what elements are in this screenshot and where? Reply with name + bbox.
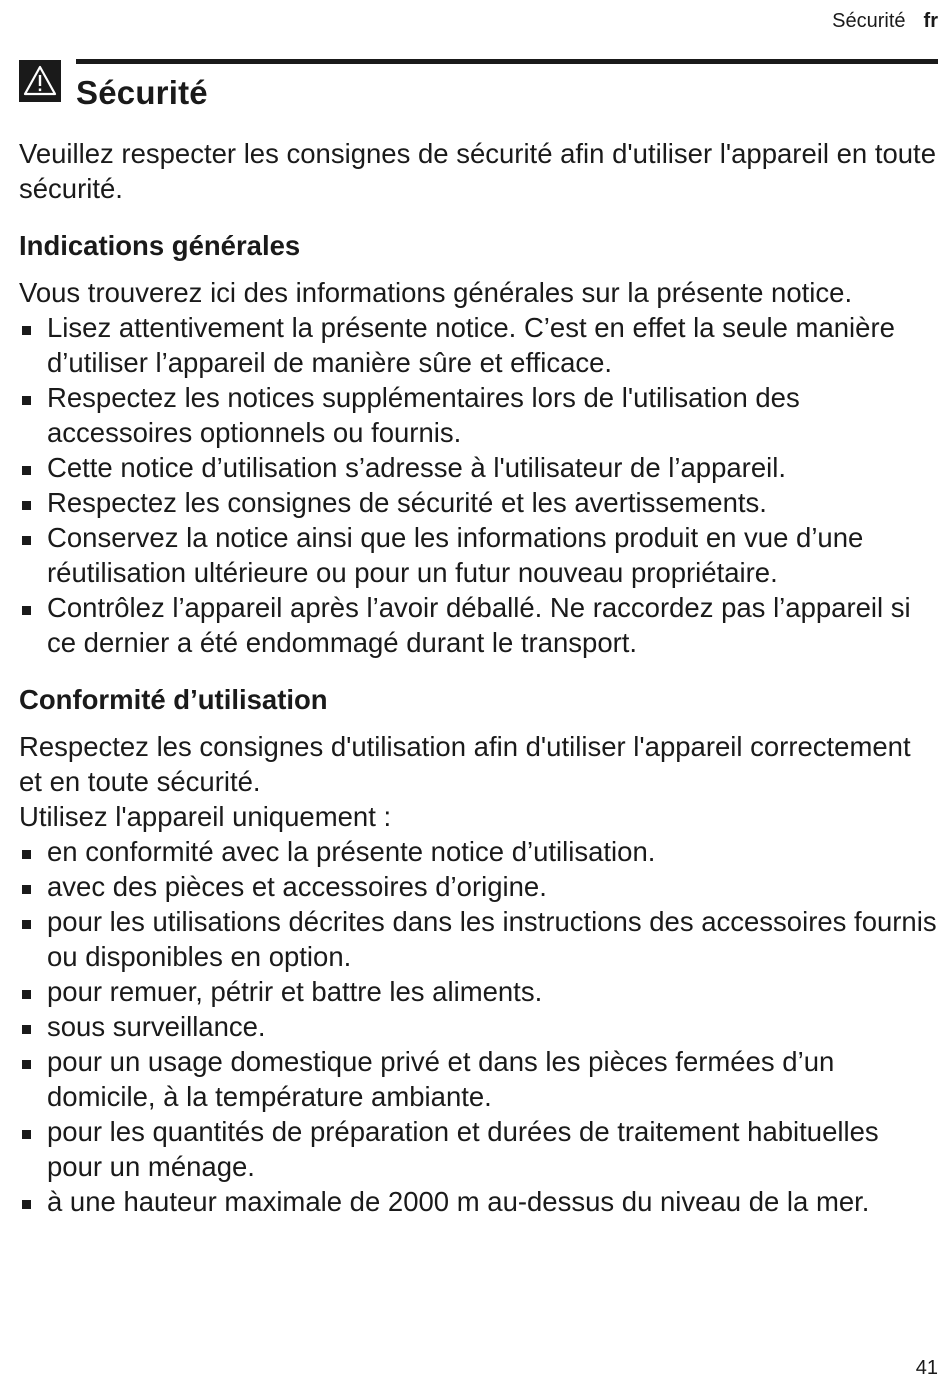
list-item: avec des pièces et accessoires d’origine. bbox=[19, 869, 937, 904]
list-item: sous surveillance. bbox=[19, 1009, 937, 1044]
list-item: pour un usage domestique privé et dans les pièces fermées d’un domicile, à la température ambiante. bbox=[19, 1044, 937, 1114]
intro-paragraph: Veuillez respecter les consignes de sécurité afin d'utiliser l'appareil en toute sécurité. bbox=[19, 138, 936, 204]
list-item: Contrôlez l’appareil après l’avoir déballé. Ne raccordez pas l’appareil si ce dernier a été endommagé durant le transport. bbox=[19, 590, 937, 660]
list-item: pour remuer, pétrir et battre les aliments. bbox=[19, 974, 937, 1009]
content bbox=[19, 136, 937, 1219]
title-rule bbox=[76, 59, 938, 64]
running-head bbox=[832, 10, 938, 33]
page-number: 41 bbox=[915, 1357, 938, 1379]
general-list bbox=[19, 310, 937, 660]
list-item: à une hauteur maximale de 2000 m au-dessus du niveau de la mer. bbox=[19, 1184, 937, 1219]
conformity-list bbox=[19, 834, 937, 1219]
running-head-language: fr bbox=[923, 10, 938, 32]
list-item: pour les quantités de préparation et durées de traitement habituelles pour un ménage. bbox=[19, 1114, 937, 1184]
conformity-lead: Respectez les consignes d'utilisation afin d'utiliser l'appareil correctement et en toute sécurité. bbox=[19, 731, 911, 797]
conformity-heading: Conformité d’utilisation bbox=[19, 684, 328, 715]
list-item: Respectez les notices supplémentaires lors de l'utilisation des accessoires optionnels ou fournis. bbox=[19, 380, 937, 450]
list-item: pour les utilisations décrites dans les instructions des accessoires fournis ou disponibles en option. bbox=[19, 904, 937, 974]
list-item: Respectez les consignes de sécurité et les avertissements. bbox=[19, 485, 937, 520]
conformity-lead-2: Utilisez l'appareil uniquement : bbox=[19, 801, 392, 832]
warning-triangle-icon bbox=[19, 60, 61, 102]
list-item: en conformité avec la présente notice d’utilisation. bbox=[19, 834, 937, 869]
general-heading: Indications générales bbox=[19, 230, 301, 261]
running-head-section: Sécurité bbox=[832, 10, 906, 32]
list-item: Conservez la notice ainsi que les informations produit en vue d’une réutilisation ultérieure ou pour un futur nouveau propriétaire. bbox=[19, 520, 937, 590]
page-title: Sécurité bbox=[76, 74, 208, 111]
list-item: Lisez attentivement la présente notice. C’est en effet la seule manière d’utiliser l’appareil de manière sûre et efficace. bbox=[19, 310, 937, 380]
list-item: Cette notice d’utilisation s’adresse à l'utilisateur de l’appareil. bbox=[19, 450, 937, 485]
general-lead: Vous trouverez ici des informations générales sur la présente notice. bbox=[19, 277, 853, 308]
